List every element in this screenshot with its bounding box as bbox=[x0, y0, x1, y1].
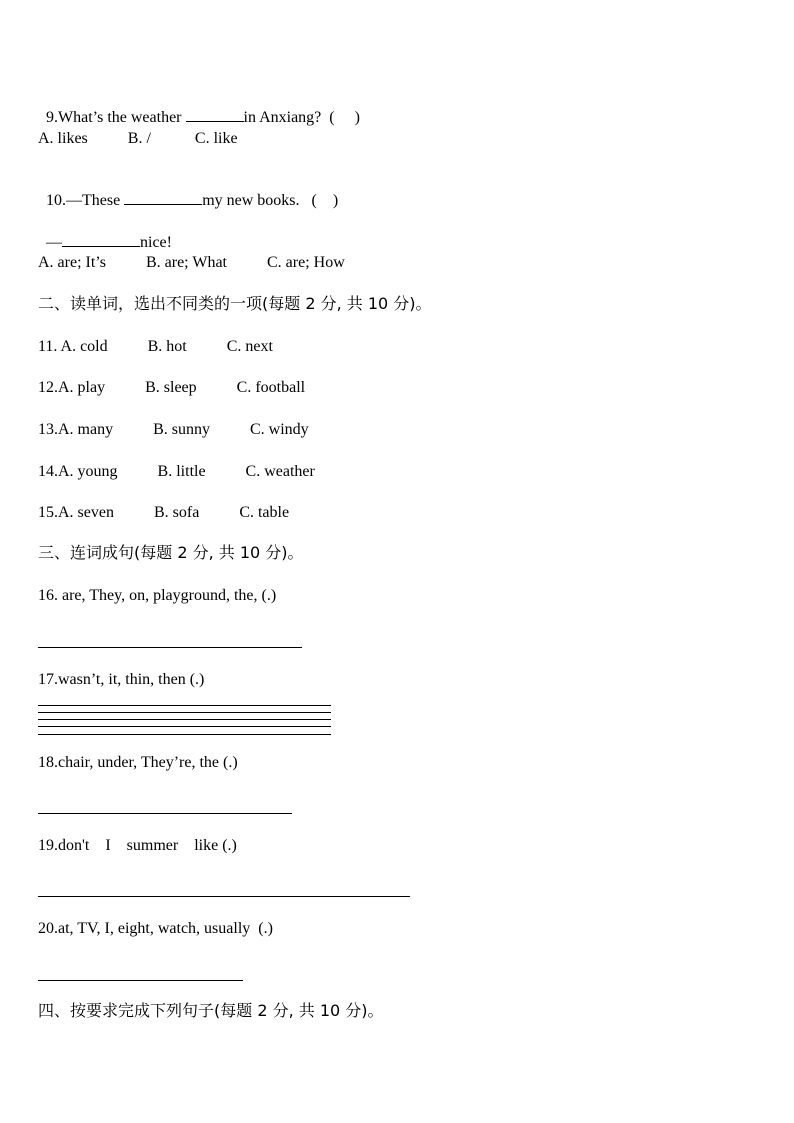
question-10 bbox=[38, 170, 338, 211]
question-12: 12.A. play B. sleep C. football bbox=[38, 379, 306, 396]
question-10-text-post: my new books. ( ) bbox=[202, 192, 339, 209]
answer-line bbox=[38, 712, 331, 713]
answer-line bbox=[38, 705, 331, 706]
answer-blank bbox=[62, 232, 140, 247]
question-14: 14.A. young B. little C. weather bbox=[38, 463, 315, 480]
answer-line bbox=[38, 813, 292, 814]
question-17: 17.wasn’t, it, thin, then (.) bbox=[38, 671, 205, 688]
question-20: 20.at, TV, I, eight, watch, usually (.) bbox=[38, 920, 273, 937]
question-16: 16. are, They, on, playground, the, (.) bbox=[38, 587, 277, 604]
answer-line bbox=[38, 719, 331, 720]
section-3-heading: 三、连词成句(每题 2 分, 共 10 分)。 bbox=[38, 543, 304, 562]
answer-line bbox=[38, 980, 243, 981]
answer-line bbox=[38, 647, 302, 648]
question-13: 13.A. many B. sunny C. windy bbox=[38, 421, 309, 438]
question-10-reply-post: nice! bbox=[140, 234, 172, 251]
question-10-options: A. are; It’s B. are; What C. are; How bbox=[38, 254, 345, 271]
question-10-text-pre: 10.—These bbox=[46, 192, 125, 209]
question-9-text-pre: 9.What’s the weather bbox=[46, 109, 186, 126]
answer-blank bbox=[186, 107, 244, 122]
answer-line bbox=[38, 726, 331, 727]
question-9 bbox=[38, 87, 360, 128]
question-10-reply-pre: — bbox=[46, 234, 62, 251]
answer-line bbox=[38, 896, 410, 897]
question-15: 15.A. seven B. sofa C. table bbox=[38, 504, 290, 521]
section-4-heading: 四、按要求完成下列句子(每题 2 分, 共 10 分)。 bbox=[38, 1001, 384, 1020]
answer-line bbox=[38, 734, 331, 735]
question-10-reply bbox=[38, 212, 172, 253]
question-18: 18.chair, under, They’re, the (.) bbox=[38, 754, 238, 771]
question-19: 19.don't I summer like (.) bbox=[38, 837, 237, 854]
question-11: 11. A. cold B. hot C. next bbox=[38, 338, 273, 355]
question-9-text-post: in Anxiang? ( ) bbox=[243, 109, 360, 126]
answer-blank bbox=[124, 190, 202, 205]
question-9-options: A. likes B. / C. like bbox=[38, 130, 238, 147]
section-2-heading: 二、读单词，选出不同类的一项(每题 2 分, 共 10 分)。 bbox=[38, 294, 432, 313]
